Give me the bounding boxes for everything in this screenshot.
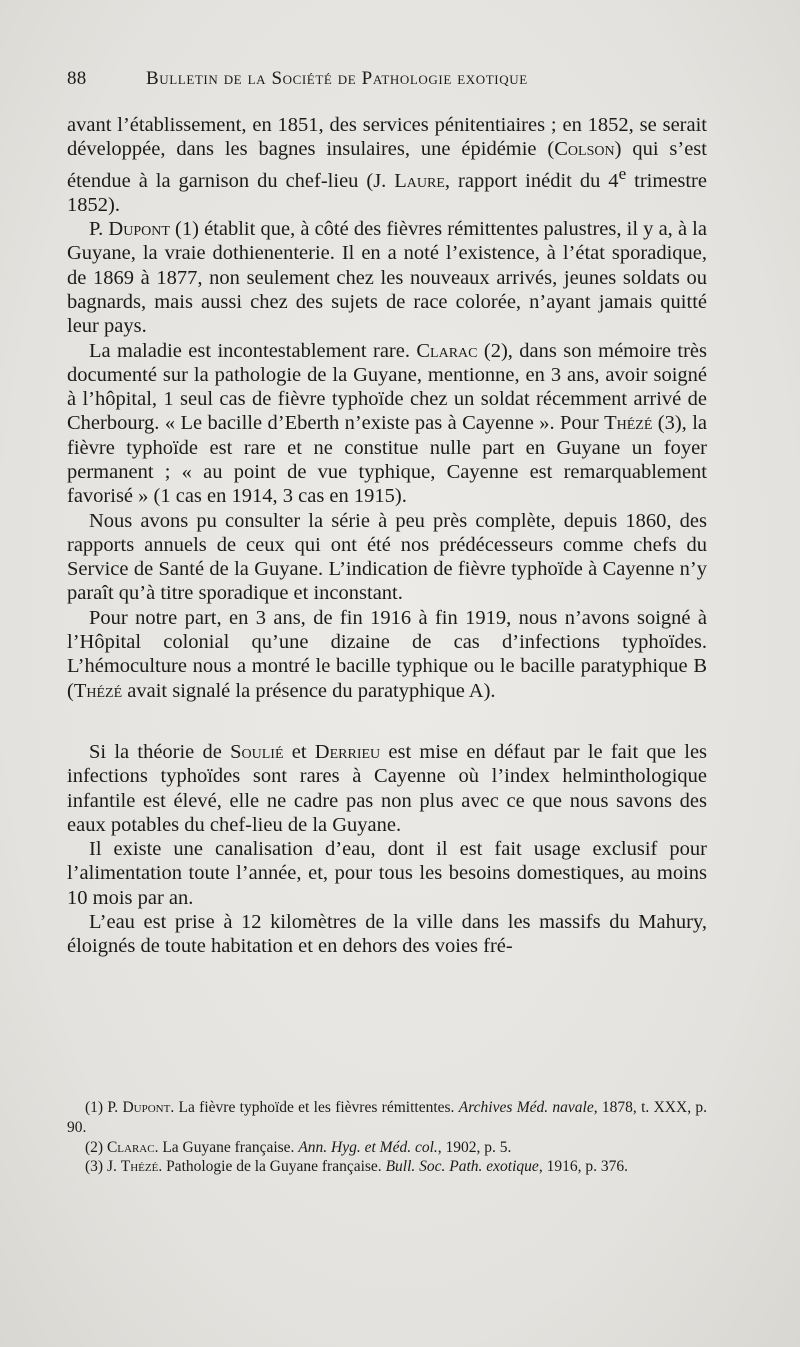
author-name: Dupont	[108, 218, 170, 241]
paragraph-1: avant l’établissement, en 1851, des services pénitentiaires ; en 1852, se serait développée, dans les bagnes insulaires, une épidémie (Colson) qui s’est étendue à la garnison du chef-lieu (J. Laure, rapport inédit du 4e trimestre 1852).	[67, 114, 707, 216]
ordinal-superscript: e	[618, 163, 627, 183]
author-name: Derrieu	[314, 740, 381, 763]
journal-title: Ann. Hyg. et Méd. col.	[298, 1138, 438, 1156]
body-text	[67, 113, 707, 959]
author-name: Laure	[394, 169, 445, 192]
author-name: Thézé	[73, 679, 123, 702]
running-header	[67, 68, 727, 94]
footnote-3: (3) J. Thézé. Pathologie de la Guyane française. Bull. Soc. Path. exotique, 1916, p. 376.	[85, 1158, 628, 1176]
paragraph-3: La maladie est incontestablement rare. Clarac (2), dans son mémoire très documenté sur la pathologie de la Guyane, mentionne, en 3 ans, avoir soigné à l’hôpital, 1 seul cas de fièvre typhoïde chez un soldat récemment arrivé de Cherbourg. « Le bacille d’Eberth n’existe pas à Cayenne ». Pour Thézé (3), la fièvre typhoïde est rare et ne constitue nulle part en Guyane un foyer permanent ; « au point de vue typhique, Cayenne est remarquablement favorisé » (1 cas en 1914, 3 cas en 1915).	[67, 339, 707, 508]
footnote-2: (2) Clarac. La Guyane française. Ann. Hyg. et Méd. col., 1902, p. 5.	[85, 1138, 512, 1156]
author-name: Clarac	[106, 1138, 155, 1156]
paragraph-4: Nous avons pu consulter la série à peu près complète, depuis 1860, des rapports annuels de ceux qui ont été nos prédécesseurs comme chefs du Service de Santé de la Guyane. L’indication de fièvre typhoïde à Cayenne n’y paraît qu’à titre sporadique et inconstant.	[67, 509, 707, 605]
author-name: Dupont	[122, 1099, 171, 1116]
author-name: Clarac	[416, 339, 478, 362]
footnote-1: (1) P. Dupont. La fièvre typhoïde et les fièvres rémittentes. Archives Méd. navale, 1878, t. XXX, p. 90.	[67, 1099, 707, 1136]
paragraph-8: L’eau est prise à 12 kilomètres de la ville dans les massifs du Mahury, éloignés de toute habitation et en dehors des voies fré-	[67, 911, 707, 958]
paragraph-2: P. Dupont (1) établit que, à côté des fièvres rémittentes palustres, il y a, à la Guyane, la vraie dothienenterie. Il en a noté l’existence, à l’état sporadique, de 1869 à 1877, non seulement chez les nouveaux arrivés, jeunes soldats ou bagnards, mais aussi chez des sujets de race colorée, n’ayant jamais quitté leur pays.	[67, 218, 707, 338]
author-name: Colson	[554, 138, 615, 161]
author-name: Thézé	[604, 412, 653, 435]
author-name: Thézé	[120, 1158, 159, 1176]
footnotes	[67, 1098, 707, 1177]
running-title: Bulletin de la Société de Pathologie exotique	[146, 68, 528, 89]
paragraph-7: Il existe une canalisation d’eau, dont il est fait usage exclusif pour l’alimentation toute l’année, et, pour tous les besoins domestiques, au moins 10 mois par an.	[67, 838, 707, 909]
page-number: 88	[67, 68, 87, 89]
author-name: Soulié	[230, 740, 284, 763]
paragraph-5: Pour notre part, en 3 ans, de fin 1916 à fin 1919, nous n’avons soigné à l’Hôpital colonial qu’une dizaine de cas d’infections typhoïdes. L’hémoculture nous a montré le bacille typhique ou le bacille paratyphique B (Thézé avait signalé la présence du paratyphique A).	[67, 606, 707, 702]
journal-title: Bull. Soc. Path. exotique	[385, 1158, 539, 1176]
paragraph-6: Si la théorie de Soulié et Derrieu est mise en défaut par le fait que les infections typhoïdes sont rares à Cayenne où l’index helminthologique infantile est élevé, elle ne cadre pas non plus avec ce que nous savons des eaux potables du chef-lieu de la Guyane.	[67, 740, 708, 836]
journal-title: Archives Méd. navale	[458, 1099, 594, 1116]
